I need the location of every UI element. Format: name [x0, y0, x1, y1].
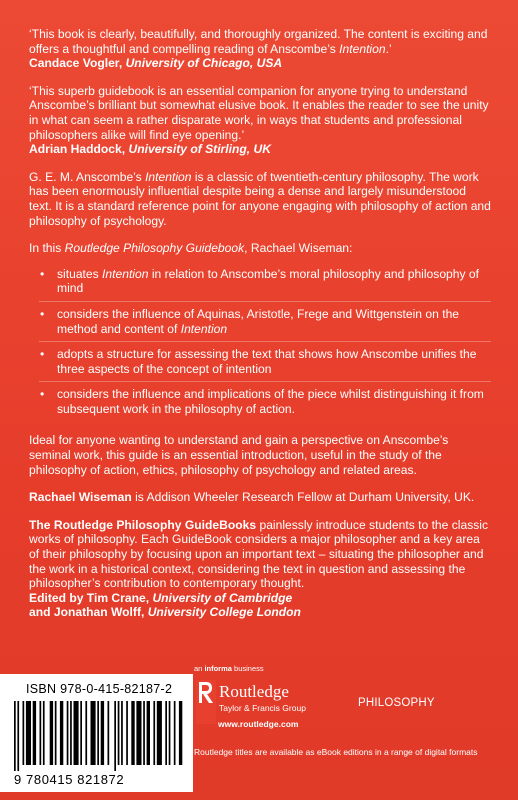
barcode-bar [40, 701, 42, 765]
barcode-bar [121, 701, 123, 765]
author-bio: Rachael Wiseman is Addison Wheeler Research Fellow at Durham University, UK. [29, 490, 475, 505]
series-editors: and Jonathan Wolff, University College London [29, 605, 301, 620]
barcode-bar [67, 701, 69, 765]
bullet-icon: • [40, 306, 45, 321]
barcode-bar [118, 701, 120, 765]
barcode-bar [101, 701, 104, 765]
list-item: • considers the influence of Aquinas, Aristotle, Frege and Wittgenstein on the method and content of Intention [39, 302, 491, 342]
publisher-group: Taylor & Francis Group [219, 703, 306, 713]
barcode-bar [108, 701, 110, 765]
isbn-label: ISBN 978-0-415-82187-2 [26, 682, 173, 696]
endorsement-quote [29, 84, 491, 157]
ebook-note: Routledge titles are available as eBook editions in a range of digital formats [194, 747, 478, 757]
barcode-bar [26, 701, 31, 765]
bullet-icon: • [40, 347, 45, 362]
barcode-bar [157, 701, 162, 765]
barcode-bar [91, 701, 96, 765]
quote-text: ‘This book is clearly, beautifully, and thoroughly organized. The content is exciting and offers a thoughtful and compelling reading of Anscombe’s Intention.’ [29, 27, 488, 56]
barcode-bar [85, 701, 87, 765]
barcode-bar [70, 701, 72, 765]
intro-paragraph: G. E. M. Anscombe’s Intention is a classic of twentieth-century philosophy. The work has been enormously influential despite being a dense and largely misunderstood text. It is a standard reference point for anyone engaging with philosophy of action and philosophy of psychology. [29, 169, 491, 228]
barcode-bar [14, 701, 16, 771]
routledge-logo-icon [196, 680, 216, 724]
publisher-url[interactable]: www.routledge.com [218, 719, 299, 729]
barcode-bars [14, 701, 184, 771]
endorsement-quote [29, 27, 491, 71]
feature-list [29, 262, 491, 422]
barcode-bar [55, 701, 57, 765]
informa-tagline: an informa business [194, 664, 264, 673]
quote-text: ‘This superb guidebook is an essential companion for anyone trying to understand Anscombe’s brilliant but somewhat elusive book. It enables the reader to see the unity in what can seem a rather disparate work, in ways that students and professional philosophers alike will find eye opening.’ [29, 83, 489, 142]
barcode-digits: 9 780415 821872 [14, 772, 125, 787]
barcode-bar [97, 701, 99, 765]
barcode-bar [169, 701, 171, 765]
barcode-bar [74, 701, 79, 765]
quote-attribution: Candace Vogler, University of Chicago, USA [29, 56, 283, 71]
subject-category: PHILOSOPHY [358, 697, 435, 709]
barcode-bar [179, 701, 182, 765]
bullet-icon: • [40, 266, 45, 281]
barcode-bar [114, 701, 116, 771]
quote-attribution: Adrian Haddock, University of Stirling, UK [29, 142, 271, 157]
barcode-bar [33, 701, 36, 765]
barcode-bar [165, 701, 167, 765]
barcode-bar [174, 701, 176, 765]
barcode [0, 674, 193, 792]
bullet-icon: • [40, 387, 45, 402]
back-cover-text [29, 27, 491, 620]
barcode-bar [126, 701, 128, 765]
barcode-bar [147, 701, 150, 765]
series-editors: Edited by Tim Crane, University of Cambridge [29, 590, 293, 605]
barcode-bar [17, 701, 19, 771]
barcode-bar [80, 701, 82, 765]
series-paragraph: The Routledge Philosophy GuideBooks painlessly introduce students to the classic works of philosophy. Each GuideBook considers a major philosopher and a key area of their philosophy by focusing upon an important text – situating the philosopher and the work in a historical context, considering the text in question and assessing the philosopher’s contribution to contemporary thought. [29, 517, 489, 591]
list-item: • considers the influence and implications of the piece whilst distinguishing it from subsequent work in the philosophy of action. [40, 387, 484, 416]
barcode-bar [153, 701, 155, 765]
barcode-bar [60, 701, 63, 765]
list-item: • adopts a structure for assessing the text that shows how Anscombe unifies the three aspects of the concept of intention [39, 342, 491, 382]
barcode-bar [50, 701, 53, 765]
list-item: • situates Intention in relation to Anscombe’s moral philosophy and philosophy of mind [39, 262, 491, 302]
series-description [29, 518, 491, 620]
barcode-bar [143, 701, 145, 765]
barcode-bar [131, 701, 134, 765]
ideal-paragraph: Ideal for anyone wanting to understand and gain a perspective on Anscombe’s seminal work, this guide is an essential introduction, useful in the study of the philosophy of action, ethics, philosophy of psychology and related areas. [29, 433, 449, 477]
publisher-name: Routledge [219, 682, 289, 701]
barcode-bar [136, 701, 141, 765]
lead-paragraph: In this Routledge Philosophy Guidebook, Rachael Wiseman: [29, 241, 353, 256]
barcode-bar [23, 701, 25, 765]
barcode-bar [43, 701, 45, 765]
